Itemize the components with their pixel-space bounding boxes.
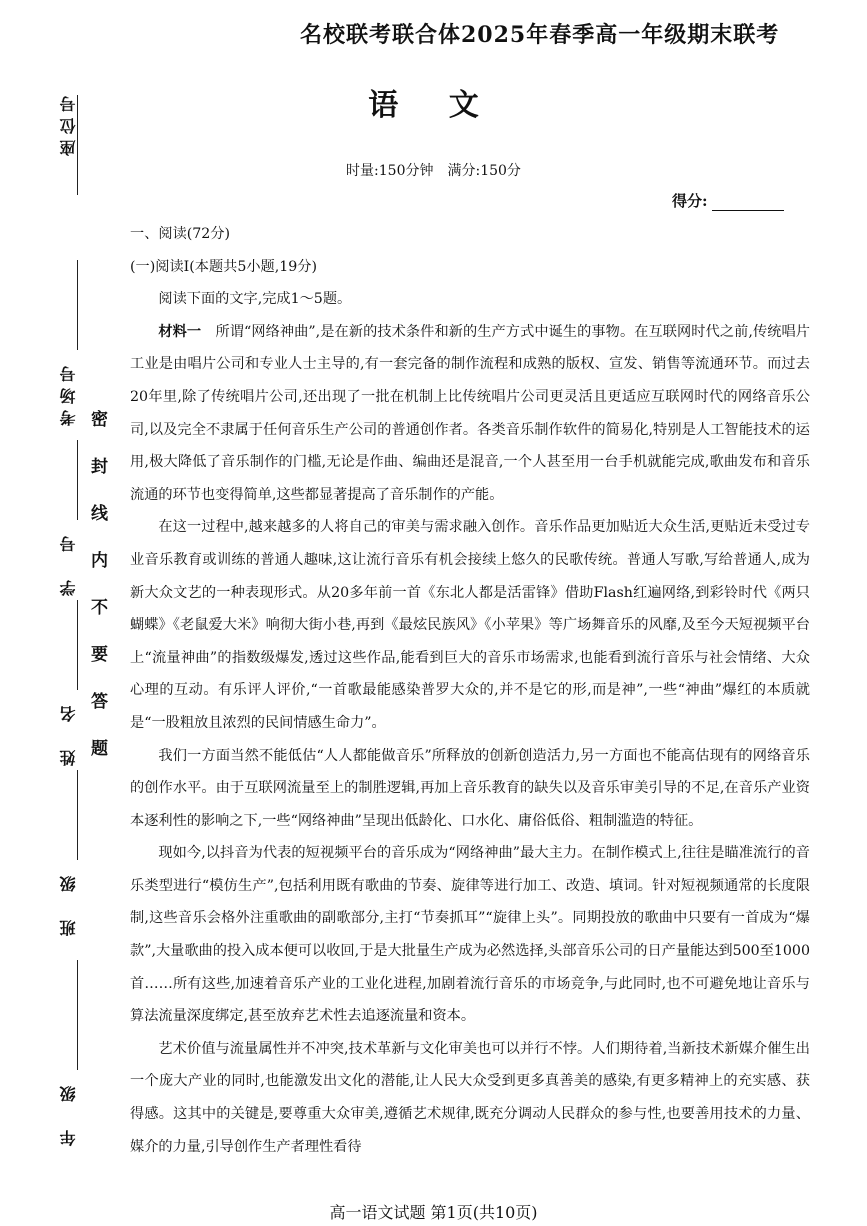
score-box xyxy=(672,190,784,211)
strip-blank-grade[interactable] xyxy=(77,960,78,1070)
exam-header: 名校联考联合体2025年春季高一年级期末联考 xyxy=(300,22,780,48)
paragraph-1-text: 所谓“网络神曲”,是在新的技术条件和新的生产方式中诞生的事物。在互联网时代之前,传统唱片工业是由唱片公司和专业人士主导的,有一套完备的制作流程和成熟的版权、宣发、销售等流通环节。而过去20年里,除了传统唱片公司,还出现了一批在机制上比传统唱片公司更灵活且更适应互联网时代的网络音乐公司,以及完全不隶属于任何音乐生产公司的普通创作者。各类音乐制作软件的简易化,特别是人工智能技术的运用,极大降低了音乐制作的门槛,无论是作曲、编曲还是混音,一个人甚至用一台手机就能完成,歌曲发布和音乐流通的环节也变得简单,这些都显著提高了音乐制作的产能。 xyxy=(130,323,810,503)
section-sub1: (一)阅读Ⅰ(本题共5小题,19分) xyxy=(130,258,318,275)
strip-label-student-id: 学 号 xyxy=(59,530,78,596)
instruction: 阅读下面的文字,完成1～5题。 xyxy=(158,291,352,308)
strip-blank-student-id[interactable] xyxy=(77,440,78,520)
strip-blank-seat[interactable] xyxy=(77,95,78,195)
strip-label-room: 考场号 xyxy=(59,360,78,426)
strip-label-grade: 年 级 xyxy=(59,1080,78,1146)
paragraph-1 xyxy=(130,316,810,512)
material-label: 材料一 xyxy=(158,323,202,340)
score-label: 得分: xyxy=(672,192,708,210)
strip-blank-class[interactable] xyxy=(77,770,78,860)
strip-label-class: 班 级 xyxy=(59,870,78,936)
time-info: 时量:150分钟 满分:150分 xyxy=(346,163,521,179)
section-part1: 一、阅读(72分) xyxy=(130,226,231,242)
paragraph-4: 现如今,以抖音为代表的短视频平台的音乐成为“网络神曲”最大主力。在制作模式上,往往是瞄准流行的音乐类型进行“模仿生产”,包括利用既有歌曲的节奏、旋律等进行加工、改造、填词。针对短视频通常的长度限制,这些音乐会格外注重歌曲的副歌部分,主打“节奏抓耳”“旋律上头”。同期投放的歌曲中只要有一首成为“爆款”,大量歌曲的投入成本便可以收回,于是大批量生产成为必然选择,头部音乐公司的日产量能达到500至1000首……所有这些,加速着音乐产业的工业化进程,加剧着流行音乐的市场竞争,与此同时,也不可避免地让音乐与算法流量深度绑定,甚至放弃艺术性去追逐流量和资本。 xyxy=(130,845,810,1025)
strip-label-seat: 座位号 xyxy=(59,90,78,156)
strip-blank-room[interactable] xyxy=(77,260,78,350)
paragraph-5: 艺术价值与流量属性并不冲突,技术革新与文化审美也可以并行不悖。人们期待着,当新技术新媒介催生出一个庞大产业的同时,也能激发出文化的潜能,让人民大众受到更多真善美的感染,有更多精神上的充实感、获得感。这其中的关键是,要尊重大众审美,遵循艺术规律,既充分调动人民群众的参与性,也要善用技术的力量、媒介的力量,引导创作生产者理性看待 xyxy=(130,1040,810,1155)
paragraph-2: 在这一过程中,越来越多的人将自己的审美与需求融入创作。音乐作品更加贴近大众生活,更贴近未受过专业音乐教育或训练的普通人趣味,这让流行音乐有机会接续上悠久的民歌传统。普通人写歌,写给普通人,成为新大众文艺的一种表现形式。从20多年前一首《东北人都是活雷锋》借助Flash红遍网络,到彩铃时代《两只蝴蝶》《老鼠爱大米》响彻大街小巷,再到《最炫民族风》《小苹果》等广场舞音乐的风靡,及至今天短视频平台上“流量神曲”的指数级爆发,透过这些作品,能看到巨大的音乐市场需求,也能看到流行音乐与社会情绪、大众心理的互动。有乐评人评价,“一首歌最能感染普罗大众的,并不是它的形,而是神”,一些“神曲”爆红的本质就是“一股粗放且浓烈的民间情感生命力”。 xyxy=(130,519,810,731)
strip-label-name: 姓 名 xyxy=(59,700,78,766)
score-blank[interactable] xyxy=(712,196,784,211)
seal-text: 密封线内不要答题 xyxy=(87,410,107,786)
main-content xyxy=(130,218,810,1163)
page-footer: 高一语文试题 第1页(共10页) xyxy=(329,1203,538,1222)
subject-title: 语 文 xyxy=(368,88,499,123)
strip-blank-name[interactable] xyxy=(77,600,78,690)
paragraph-3: 我们一方面当然不能低估“人人都能做音乐”所释放的创新创造活力,另一方面也不能高估现有的网络音乐的创作水平。由于互联网流量至上的制胜逻辑,再加上音乐教育的缺失以及音乐审美引导的不足,在音乐产业资本逐利性的影响之下,一些“网络神曲”呈现出低龄化、口水化、庸俗低俗、粗制滥造的特征。 xyxy=(130,747,810,829)
